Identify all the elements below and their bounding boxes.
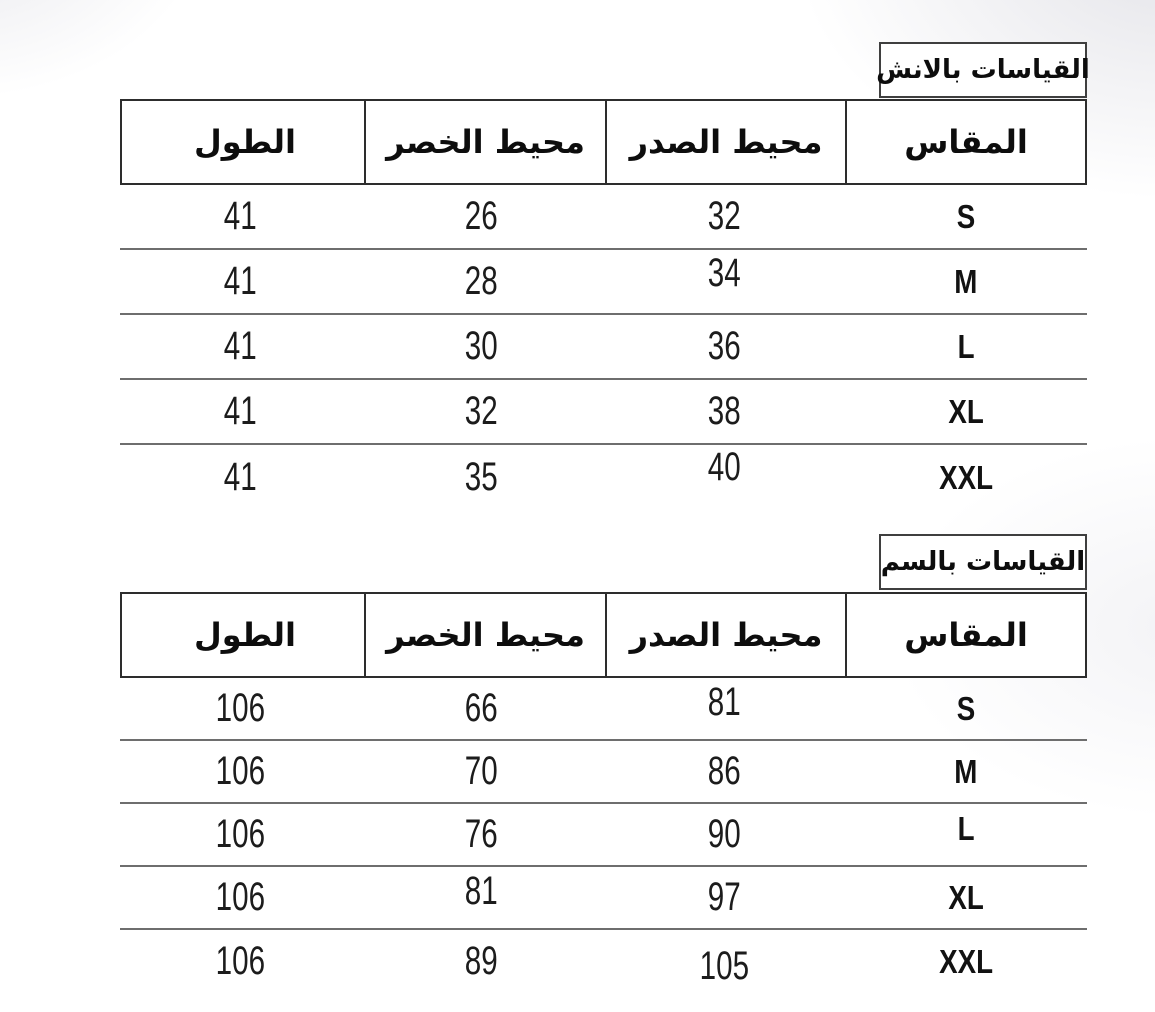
chest-cell: 38 [707, 389, 741, 433]
waist-cell: 81 [465, 869, 498, 913]
column-header-size: المقاس [845, 594, 1085, 676]
column-header-waist: محيط الخصر [364, 101, 605, 183]
size-cell: XXL [939, 458, 993, 496]
table-row [120, 930, 1087, 993]
size-cell: L [957, 327, 975, 365]
table-row [120, 804, 1087, 867]
waist-cell: 26 [465, 194, 498, 238]
length-cell: 41 [223, 259, 257, 303]
column-header-chest: محيط الصدر [605, 594, 845, 676]
column-header-length: الطول [194, 123, 296, 161]
size-cell: M [954, 752, 978, 790]
chest-cell: 34 [707, 251, 741, 295]
waist-cell: 35 [465, 455, 498, 499]
length-cell: 106 [215, 875, 265, 919]
table-inch-title: القياسات بالانش [879, 42, 1087, 98]
length-cell: 106 [215, 939, 265, 983]
length-cell: 41 [223, 324, 257, 368]
table-row [120, 445, 1087, 510]
length-cell: 41 [223, 389, 257, 433]
table-row [120, 741, 1087, 804]
column-header-length: الطول [194, 616, 296, 654]
size-cell: L [957, 809, 975, 847]
chest-cell: 36 [707, 324, 741, 368]
table-row [120, 250, 1087, 315]
waist-cell: 89 [465, 939, 498, 983]
chest-cell: 105 [699, 944, 749, 988]
table-inch-body [120, 185, 1087, 510]
waist-cell: 30 [465, 324, 498, 368]
chest-cell: 40 [707, 445, 741, 489]
column-header-waist: محيط الخصر [364, 594, 605, 676]
chest-cell: 32 [707, 194, 741, 238]
table-cm-title: القياسات بالسم [879, 534, 1087, 590]
table-row [120, 867, 1087, 930]
chest-cell: 86 [707, 749, 741, 793]
length-cell: 41 [223, 455, 257, 499]
length-cell: 106 [215, 686, 265, 730]
table-row [120, 678, 1087, 741]
chest-cell: 97 [707, 875, 741, 919]
size-cell: S [956, 689, 976, 727]
size-cell: M [954, 262, 978, 300]
waist-cell: 32 [465, 389, 498, 433]
waist-cell: 28 [465, 259, 498, 303]
table-row [120, 380, 1087, 445]
column-header-chest: محيط الصدر [605, 101, 845, 183]
column-header-size: المقاس [845, 101, 1085, 183]
table-row [120, 315, 1087, 380]
chest-cell: 81 [707, 680, 741, 724]
table-cm-body [120, 678, 1087, 993]
waist-cell: 70 [465, 749, 498, 793]
table-row [120, 185, 1087, 250]
table-cm-header [120, 592, 1087, 678]
waist-cell: 66 [465, 686, 498, 730]
table-inch-header [120, 99, 1087, 185]
size-cell: XXL [939, 942, 993, 980]
length-cell: 106 [215, 812, 265, 856]
chest-cell: 90 [707, 812, 741, 856]
length-cell: 41 [223, 194, 257, 238]
size-cell: XL [948, 392, 984, 430]
size-cell: S [956, 197, 976, 235]
length-cell: 106 [215, 749, 265, 793]
size-cell: XL [948, 878, 984, 916]
waist-cell: 76 [465, 812, 498, 856]
